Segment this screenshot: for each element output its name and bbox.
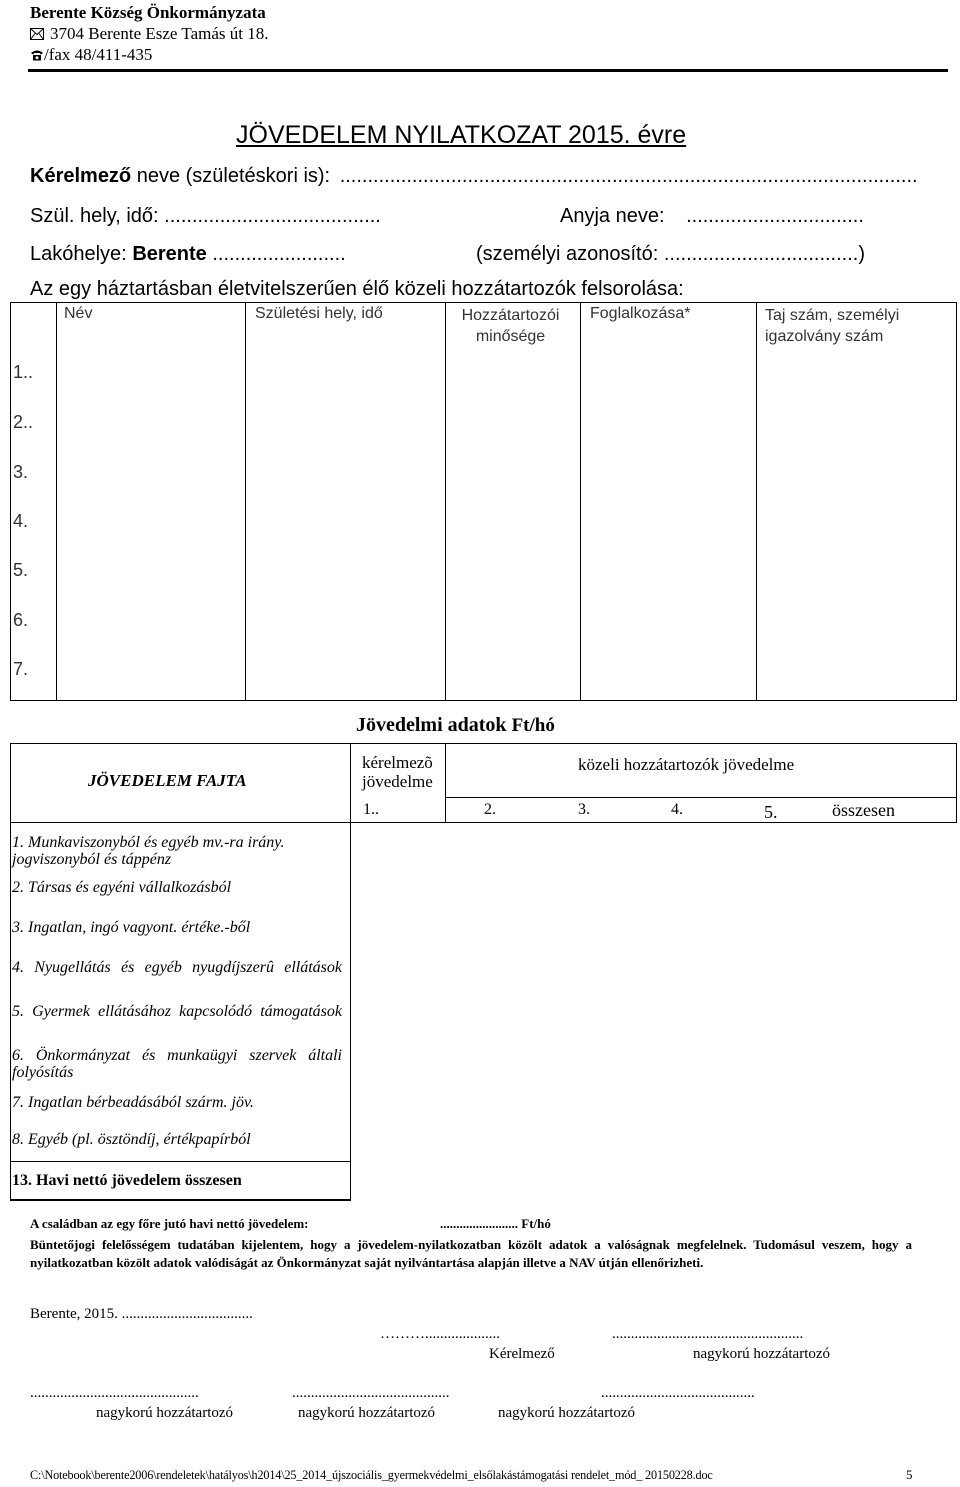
birth-label: Szül. hely, idő: [30,205,159,227]
signature-label-adult3: nagykorú hozzátartozó [298,1405,436,1421]
income-row-total: 13. Havi nettó jövedelem összesen [12,1172,242,1189]
income-row-municipal: 6. Önkormányzat és munkaügyi szervek általi folyósítás [12,1047,342,1081]
household-heading: Az egy háztartásban életvitelszerűen élő közeli hozzátartozók felsorolása: [30,278,684,300]
applicant-label-rest: neve (születéskori is): [131,165,331,187]
sub-col-5: 5. [764,802,778,822]
envelope-icon [30,28,44,40]
income-row-pension: 4. Nyugellátás és egyéb nyugdíjszerû ellátások [12,959,342,976]
income-row-other: 8. Egyéb (pl. ösztöndíj, értékpapírból [12,1131,251,1148]
income-col-line [10,743,11,1201]
signature-line-applicant[interactable]: ……….................... [380,1326,500,1342]
signature-line-adult4[interactable]: ......................................... [601,1385,755,1401]
applicant-income-header: kérelmezõ jövedelme [362,753,433,791]
address-line [30,23,269,44]
signature-label-applicant: Kérelmező [489,1346,555,1362]
income-row-rental: 7. Ingatlan bérbeadásából szárm. jöv. [12,1094,254,1111]
income-title-text: Jövedelmi adatok [356,714,507,736]
header-rule [28,69,948,72]
residence-dots: ........................ [206,243,346,265]
birth-dots: ....................................... [164,205,381,227]
mother-name-field[interactable] [560,205,864,228]
place-date-field[interactable]: Berente, 2015. ................................... [30,1306,253,1322]
telephone-icon [30,49,44,61]
signature-line-adult2[interactable]: ............................................. [30,1385,199,1401]
signature-line-adult1[interactable]: ................................................... [612,1326,804,1342]
col-header-occupation: Foglalkozása* [590,305,691,322]
col-header-taj: Taj szám, személyi igazolvány szám [765,307,900,345]
members-col-line [10,302,11,701]
member-row-number: 1.. [13,362,34,382]
income-row-business: 2. Társas és egyéni vállalkozásból [12,879,232,896]
id-dots: ...................................) [658,243,865,265]
id-number-field[interactable] [476,243,865,266]
phone-text: /fax 48/411-435 [44,45,153,64]
col-header-name: Név [64,305,93,322]
income-subheader-line [445,797,957,798]
income-col-line [350,743,351,1201]
address-text: 3704 Berente Esze Tamás út 18. [50,24,269,43]
members-col-line [445,302,446,701]
income-table-title [356,714,555,737]
sub-col-1: 1.. [363,801,379,818]
signature-label-adult4: nagykorú hozzátartozó [498,1405,636,1421]
members-col-line [956,302,957,701]
applicant-dots: ........................................................................................................ [339,165,918,187]
income-type-header: JÖVEDELEM FAJTA [88,771,247,790]
signature-line-adult3[interactable]: .......................................... [292,1385,450,1401]
per-capita-value[interactable]: ........................ Ft/hó [440,1216,551,1231]
members-col-line [756,302,757,701]
members-col-line [56,302,57,701]
phone-line [30,44,152,65]
member-row-number: 3. [13,462,29,482]
birth-field[interactable] [30,205,381,228]
declaration-text: Büntetőjogi felelősségem tudatában kijelentem, hogy a jövedelem-nyilatkozatban közölt adatok a valóságnak megfelelnek. Tudomásul veszem, hogy a nyilatkozatban közölt adatok valódiságát az Önkormányzat saját nyilvántartása alapján illetve a NAV útján ellenőrizheti. [30,1237,912,1270]
signature-label-adult1: nagykorú hozzátartozó [693,1346,831,1362]
page-title: JÖVEDELEM NYILATKOZAT 2015. évre [236,121,687,149]
income-table-top [10,743,957,744]
member-row-number: 5. [13,560,29,580]
members-table-bottom [10,700,957,701]
relatives-income-header: közeli hozzátartozók jövedelme [578,755,795,774]
income-row-child-support: 5. Gyermek ellátásához kapcsolódó támogatások [12,1003,342,1020]
residence-label: Lakóhelye: [30,243,127,265]
id-label: (személyi azonosító: [476,243,659,265]
income-col-line [956,743,957,823]
per-capita-label: A családban az egy főre jutó havi nettó jövedelem: [30,1216,309,1231]
sub-col-4: 4. [671,801,683,818]
col-header-birth: Születési hely, idő [255,305,383,322]
member-row-number: 4. [13,511,29,531]
mother-dots: ................................ [686,205,864,227]
sub-col-total: összesen [832,800,895,820]
income-table-bottom [10,1199,350,1201]
members-col-line [580,302,581,701]
org-name: Berente Község Önkormányzata [30,3,266,22]
member-row-number: 2.. [13,412,34,432]
mother-label: Anyja neve: [560,205,665,227]
footer-file-path: C:\Notebook\berente2006\rendeletek\hatályos\h2014\25_2014_újszociális_gyermekvédelmi_elsőlakástámogatási rendelet_mód_ 20150228.doc [30,1468,713,1482]
income-col-line [445,743,446,823]
members-table-top [10,302,957,303]
member-row-number: 7. [13,659,29,679]
signature-label-adult2: nagykorú hozzátartozó [96,1405,234,1421]
member-row-number: 6. [13,610,29,630]
applicant-label: Kérelmező [30,165,132,187]
col-header-relation: Hozzátartozói minősége [461,307,560,345]
residence-field[interactable] [30,243,346,266]
page-number: 5 [906,1467,913,1482]
income-row-employment: 1. Munkaviszonyból és egyéb mv.-ra irány. jogviszonyból és táppénz [12,834,285,868]
income-summary-line [10,1161,350,1162]
sub-col-2: 2. [484,801,496,818]
sub-col-3: 3. [578,801,590,818]
income-row-property: 3. Ingatlan, ingó vagyont. értéke.-ből [12,919,251,936]
residence-value: Berente [132,243,207,265]
income-header-bottom [10,822,957,823]
applicant-name-field[interactable] [30,165,918,188]
members-col-line [245,302,246,701]
income-title-unit: Ft/hó [511,715,555,736]
